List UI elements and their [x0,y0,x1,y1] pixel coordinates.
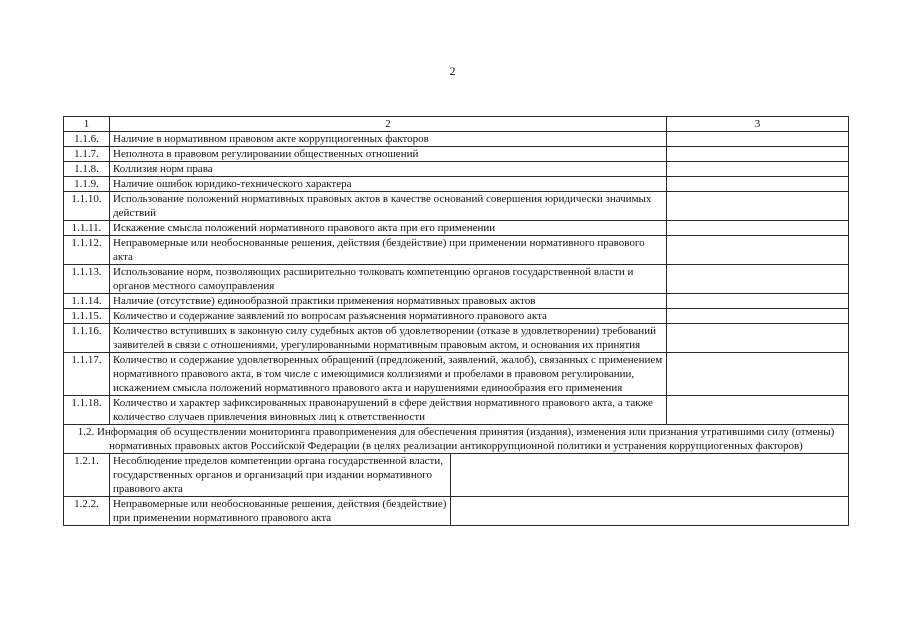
row-number: 1.1.10. [64,192,110,221]
table-row [64,177,849,192]
row-text: Неправомерные или необоснованные решения, действия (бездействие) при применении нормативного правового акта [110,236,667,265]
table-row [64,265,849,294]
table-row [64,162,849,177]
table-row [64,236,849,265]
row-number: 1.2.2. [64,497,110,526]
row-text: Использование норм, позволяющих расширительно толковать компетенцию органов государственной власти и органов местного самоуправления [110,265,667,294]
row-value [667,324,849,353]
row-number: 1.2.1. [64,454,110,497]
row-value [667,192,849,221]
row-value [667,294,849,309]
table-header-row [64,117,849,132]
table-row [64,294,849,309]
table-row [64,221,849,236]
row-number: 1.1.13. [64,265,110,294]
row-text: Количество вступивших в законную силу судебных актов об удовлетворении (отказе в удовлетворении) требований заявителей в связи с отношениями, урегулированными нормативным правовым актом, и основания их принятия [110,324,667,353]
row-text: Наличие (отсутствие) единообразной практики применения нормативных правовых актов [110,294,667,309]
row-value [667,162,849,177]
row-number: 1.1.18. [64,396,110,425]
table-row [64,497,849,526]
row-value [667,396,849,425]
row-value [451,454,849,497]
row-text: Количество и характер зафиксированных правонарушений в сфере действия нормативного правового акта, а также количество случаев привлечения виновных лиц к ответственности [110,396,667,425]
row-number: 1.1.6. [64,132,110,147]
row-text: Количество и содержание удовлетворенных обращений (предложений, заявлений, жалоб), связанных с применением нормативного правового акта, в том числе с имеющимися коллизиями и пробелами в правовом регулировании, искажением смысла положений нормативного правового акта и нарушениями единообразия его применения [110,353,667,396]
table-row [64,353,849,396]
row-number: 1.1.9. [64,177,110,192]
row-number: 1.1.14. [64,294,110,309]
row-text: Коллизия норм права [110,162,667,177]
monitoring-table [63,116,849,526]
section-heading: 1.2. Информация об осуществлении мониторинга правоприменения для обеспечения принятия (издания), изменения или признания утратившими силу (отмены) нормативных правовых актов Российской Федерации (в целях реализации антикоррупционной политики и устранения коррупциогенных факторов) [64,425,849,454]
row-text: Наличие в нормативном правовом акте коррупциогенных факторов [110,132,667,147]
row-number: 1.1.11. [64,221,110,236]
row-number: 1.1.16. [64,324,110,353]
row-value [667,236,849,265]
page-number: 2 [449,64,456,78]
row-value [667,353,849,396]
header-col-3: 3 [667,117,849,132]
row-value [667,147,849,162]
row-number: 1.1.17. [64,353,110,396]
table-row [64,309,849,324]
row-text: Использование положений нормативных правовых актов в качестве оснований совершения юридически значимых действий [110,192,667,221]
header-col-1: 1 [64,117,110,132]
row-text: Несоблюдение пределов компетенции органа государственной власти, государственных органов и организаций при издании нормативного правового акта [110,454,451,497]
row-number: 1.1.15. [64,309,110,324]
section-heading-row [64,425,849,454]
row-text: Наличие ошибок юридико-технического характера [110,177,667,192]
table-row [64,147,849,162]
row-value [667,309,849,324]
row-text: Неправомерные или необоснованные решения, действия (бездействие) при применении нормативного правового акта [110,497,451,526]
row-value [667,265,849,294]
table-row [64,454,849,497]
row-number: 1.1.8. [64,162,110,177]
row-number: 1.1.7. [64,147,110,162]
table-row [64,396,849,425]
row-value [667,177,849,192]
header-col-2: 2 [110,117,667,132]
row-text: Количество и содержание заявлений по вопросам разъяснения нормативного правового акта [110,309,667,324]
row-text: Искажение смысла положений нормативного правового акта при его применении [110,221,667,236]
row-value [667,132,849,147]
row-value [451,497,849,526]
row-value [667,221,849,236]
row-text: Неполнота в правовом регулировании общественных отношений [110,147,667,162]
row-number: 1.1.12. [64,236,110,265]
table-row [64,324,849,353]
table-row [64,192,849,221]
table-row [64,132,849,147]
